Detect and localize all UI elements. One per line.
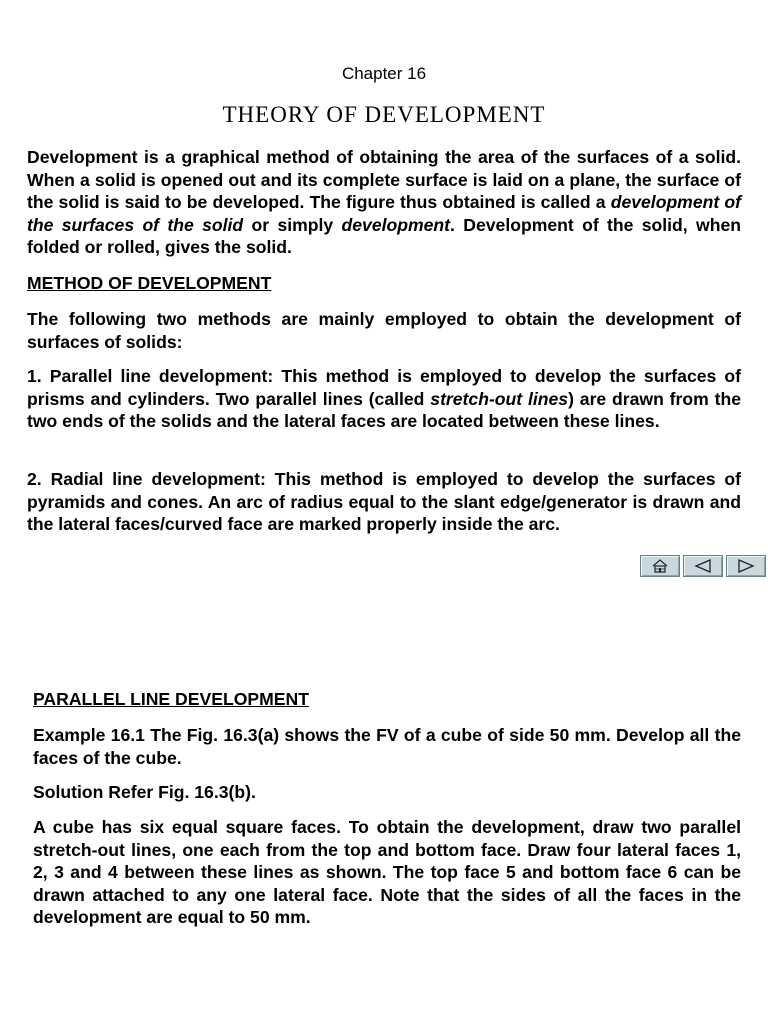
method-intro-paragraph: The following two methods are mainly employed to obtain the development of surfaces of solids: <box>27 309 741 352</box>
next-button[interactable] <box>726 555 766 577</box>
parallel-italic: stretch-out lines <box>430 388 569 409</box>
previous-button[interactable] <box>683 555 723 577</box>
parallel-paragraph <box>27 365 741 433</box>
home-button[interactable] <box>640 555 680 577</box>
parallel-text-2: ) are drawn from the two ends of the solids and the lateral faces are located between these lines. <box>27 388 742 432</box>
intro-paragraph <box>27 146 741 259</box>
nav-bar <box>640 555 766 577</box>
intro-text-3: . Development of the solid, when folded or rolled, gives the solid. <box>27 214 741 258</box>
section-heading: PARALLEL LINE DEVELOPMENT <box>33 689 309 709</box>
radial-paragraph: 2. Radial line development: This method is employed to develop the surfaces of pyramids and cones. An arc of radius equal to the slant edge/generator is drawn and the lateral faces/curved face are marked properly inside the arc. <box>27 469 741 535</box>
intro-text-2: or simply <box>243 214 342 235</box>
intro-text-1: Development is a graphical method of obtaining the area of the surfaces of a solid. When a solid is opened out and its complete surface is laid on a plane, the surface of the solid is said to be developed. The figure thus obtained is called a <box>27 147 741 213</box>
page-title: THEORY OF DEVELOPMENT <box>222 102 546 127</box>
chapter-label: Chapter 16 <box>341 64 427 83</box>
parallel-text-1: 1. Parallel line development: This method is employed to develop the surfaces of prisms and cylinders. Two parallel lines (called <box>27 366 741 409</box>
example-paragraph: Example 16.1 The Fig. 16.3(a) shows the FV of a cube of side 50 mm. Develop all the faces of the cube. <box>33 725 741 768</box>
home-icon <box>651 558 669 574</box>
method-heading: METHOD OF DEVELOPMENT <box>27 273 272 293</box>
solution-paragraph: Solution Refer Fig. 16.3(b). <box>33 782 256 802</box>
body-paragraph: A cube has six equal square faces. To obtain the development, draw two parallel stretch-out lines, one each from the top and bottom face. Draw four lateral faces 1, 2, 3 and 4 between these lines as shown. The top face 5 and bottom face 6 can be drawn attached to any one lateral face. Note that the sides of all the faces in the development are equal to 50 mm. <box>33 817 741 928</box>
intro-italic-2: development <box>341 214 451 235</box>
intro-italic-1: development of the surfaces of the solid <box>27 192 741 235</box>
triangle-right-icon <box>736 558 756 574</box>
triangle-left-icon <box>693 558 713 574</box>
